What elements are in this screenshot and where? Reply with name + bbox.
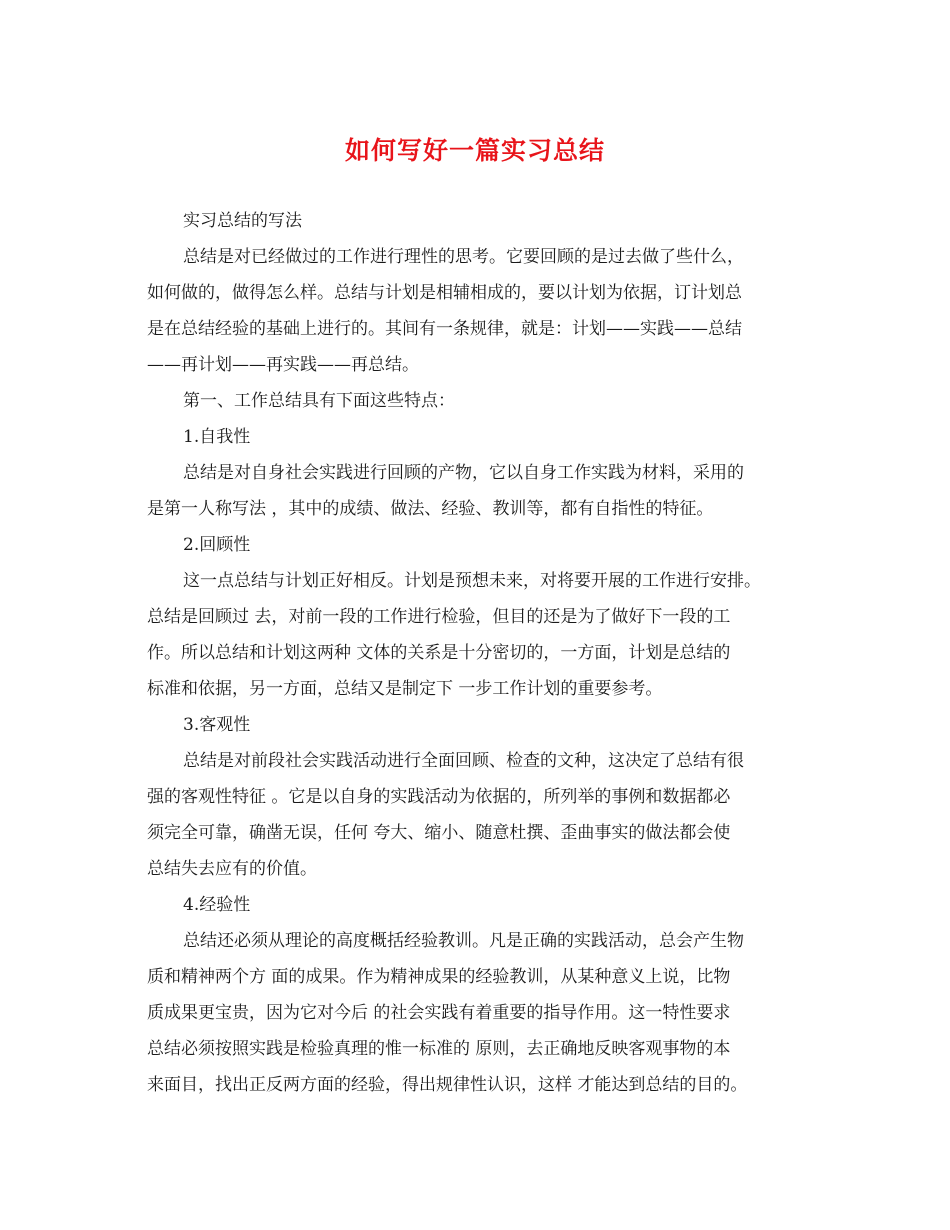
text-line: 这一点总结与计划正好相反。计划是预想未来，对将要开展的工作进行安排。 bbox=[183, 571, 761, 591]
text-line: 标准和依据，另一方面，总结又是制定下 一步工作计划的重要参考。 bbox=[147, 679, 663, 699]
text-line: 总结是回顾过 去，对前一段的工作进行检验，但目的还是为了做好下一段的工 bbox=[147, 607, 731, 627]
text-line: 作。所以总结和计划这两种 文体的关系是十分密切的，一方面，计划是总结的 bbox=[147, 643, 731, 663]
text-line: 总结是对前段社会实践活动进行全面回顾、检查的文种，这决定了总结有很 bbox=[183, 751, 744, 771]
text-line: 是第一人称写法 ，其中的成绩、做法、经验、教训等，都有自指性的特征。 bbox=[147, 499, 714, 519]
text-line: ——再计划——再实践——再总结。 bbox=[147, 355, 419, 375]
text-line: 总结是对自身社会实践进行回顾的产物，它以自身工作实践为材料，采用的 bbox=[183, 463, 744, 483]
text-line: 1.自我性 bbox=[183, 427, 251, 447]
text-line: 第一、工作总结具有下面这些特点： bbox=[183, 391, 455, 411]
text-line: 总结是对已经做过的工作进行理性的思考。它要回顾的是过去做了些什么， bbox=[183, 247, 744, 267]
text-line: 总结失去应有的价值。 bbox=[147, 859, 317, 879]
text-line: 如何做的，做得怎么样。总结与计划是相辅相成的，要以计划为依据，订计划总 bbox=[147, 283, 742, 303]
text-line: 质成果更宝贵，因为它对今后 的社会实践有着重要的指导作用。这一特性要求 bbox=[147, 1003, 731, 1023]
text-line: 是在总结经验的基础上进行的。其间有一条规律，就是：计划——实践——总结 bbox=[147, 319, 742, 339]
text-line: 4.经验性 bbox=[183, 895, 251, 915]
document-body bbox=[147, 203, 807, 1103]
text-line: 总结必须按照实践是检验真理的惟一标准的 原则，去正确地反映客观事物的本 bbox=[147, 1039, 731, 1059]
document-title: 如何写好一篇实习总结 bbox=[344, 136, 605, 165]
text-line: 强的客观性特征 。它是以自身的实践活动为依据的，所列举的事例和数据都必 bbox=[147, 787, 731, 807]
text-line: 实习总结的写法 bbox=[183, 211, 302, 231]
text-line: 须完全可靠，确凿无误，任何 夸大、缩小、随意杜撰、歪曲事实的做法都会使 bbox=[147, 823, 731, 843]
text-line: 2.回顾性 bbox=[183, 535, 251, 555]
text-line: 3.客观性 bbox=[183, 715, 251, 735]
text-line: 质和精神两个方 面的成果。作为精神成果的经验教训，从某种意义上说，比物 bbox=[147, 967, 731, 987]
text-line: 总结还必须从理论的高度概括经验教训。凡是正确的实践活动，总会产生物 bbox=[183, 931, 744, 951]
text-line: 来面目，找出正反两方面的经验，得出规律性认识，这样 才能达到总结的目的。 bbox=[147, 1075, 748, 1095]
